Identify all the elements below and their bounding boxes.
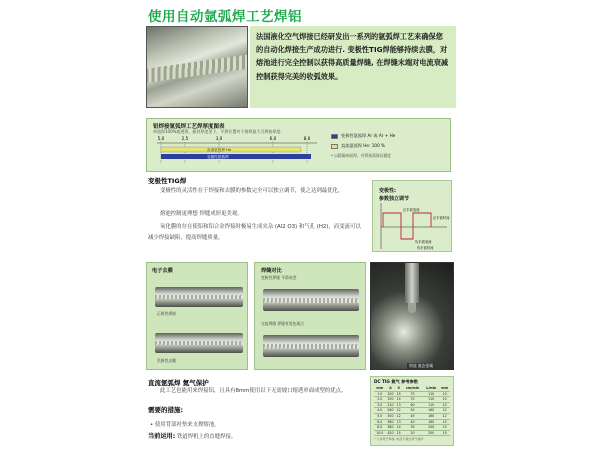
dc-paragraph: 此工艺也能用来焊接铝，且具有8mm使用以下无需坡口熔透单面成型的优点。 xyxy=(160,388,347,394)
bar-vp xyxy=(161,154,311,159)
chart-note: * 以精确单面焊，对焊接需保证精度 xyxy=(331,153,392,158)
dc-application: 当前运用: 铁道焊机上的直缝焊接。 xyxy=(148,433,237,440)
pipe-photo-1 xyxy=(155,287,243,307)
table-title: DC TIG 氦气 参考参数 xyxy=(374,379,418,384)
table-cell: 380 xyxy=(387,425,394,430)
photo1-caption-2: 负极性去膜 xyxy=(157,358,176,363)
table-cell: 10 xyxy=(439,397,450,403)
table-cell: 200 xyxy=(423,430,439,436)
table-cell: 15 xyxy=(396,430,401,435)
table-cell: 110 xyxy=(423,391,439,397)
parameter-table-box xyxy=(370,376,454,446)
intro-box xyxy=(250,26,456,108)
document-page xyxy=(144,0,456,450)
table-cell: 75 xyxy=(402,391,423,397)
table-cell: 4.0 xyxy=(374,408,386,414)
tick-label-0: 5,0 xyxy=(157,136,165,141)
table-cell: 12 xyxy=(439,408,450,414)
tick-label-3: 6,0 xyxy=(269,136,277,141)
waveform-diagram xyxy=(372,180,452,252)
table-cell: 20 xyxy=(402,430,423,436)
table-cell: mm xyxy=(374,386,386,391)
legend-item-vp: 变极性氩弧焊 Ar 或 Ar + He xyxy=(331,133,447,139)
table-cell: 13 xyxy=(396,419,401,424)
table-cell: 13 xyxy=(396,402,401,407)
table-cell: 15 xyxy=(439,425,450,431)
vp-paragraph-1: 变极性的灵活性在于焊接和去膜的参数完全可以独立调节，使之达到最优化。 xyxy=(160,188,344,194)
table-cell: 45 xyxy=(402,413,423,419)
table-cell: 15 xyxy=(396,391,401,396)
table-cell: 50 xyxy=(402,408,423,414)
table-cell: 15 xyxy=(439,419,450,425)
pipe-photo-3 xyxy=(263,289,359,311)
table-cell: 15 xyxy=(439,430,450,436)
vp-paragraph-2: 熔池控制更理想 焊缝成形更美观。 xyxy=(160,211,243,217)
table-cell: V xyxy=(395,386,402,391)
table-cell: 12 xyxy=(396,413,401,418)
photo1-label: 电子去膜 xyxy=(152,268,173,274)
photo2-label: 焊缝对比 xyxy=(261,268,282,274)
table-cell: 150 xyxy=(387,397,394,402)
table-cell: 160 xyxy=(423,413,439,419)
bar-label-1: 变极性氩弧焊 xyxy=(207,155,229,159)
photo-panel-weld-compare xyxy=(254,262,366,370)
table-cell: L/min xyxy=(423,386,439,391)
table-cell: 210 xyxy=(387,402,394,407)
intro-text: 法国液化空气焊接已经研发出一系列的氩弧焊工艺来确保您的自动化焊接生产成功进行. 变极性TIG焊能够持续去膜，对熔池进行完全控制以获得高质量焊缝, 在焊缝末端对电流衰减控制获得完美的收弧效果。 xyxy=(256,32,449,81)
table-cell: 60 xyxy=(402,402,423,408)
table-note: * 大多用于焊接, 电流不超过氦气保护 xyxy=(374,437,424,442)
table-cell: 30 xyxy=(402,425,423,431)
table-cell: 12 xyxy=(439,413,450,419)
table-cell: 2.0 xyxy=(374,397,386,403)
table-cell: A xyxy=(386,386,396,391)
chart-title: 铝焊接氩弧焊工艺焊厚度图表 xyxy=(153,124,225,130)
table-cell: 12 xyxy=(396,408,401,413)
photo2-caption-1: 变极性焊缝 平滑成型 xyxy=(261,275,297,280)
table-cell: 100 xyxy=(387,391,394,396)
table-cell: 3.0 xyxy=(374,402,386,408)
table-cell: 8.0 xyxy=(374,425,386,431)
table-cell: 420 xyxy=(387,430,394,435)
chart-legend xyxy=(331,133,447,159)
table-cell: 110 xyxy=(423,402,439,408)
pipe-photo-2 xyxy=(155,333,243,353)
table-cell: 300 xyxy=(387,413,394,418)
table-cell: 160 xyxy=(423,408,439,414)
photo2-caption-2: 交流焊缝 焊缝有黑色斑点 xyxy=(261,321,304,326)
table-cell: 70 xyxy=(402,397,423,403)
table-cell: 10 xyxy=(439,391,450,397)
table-cell: 1.0 xyxy=(374,391,386,397)
diagram-label-1: 负半波电流 xyxy=(415,240,432,244)
chart-subtitle: 单道焊100%熔透焊，板材厚度见下，平焊位置对于熔焊最大可焊接厚度: xyxy=(153,129,282,134)
vp-paragraph-3: 氧化膜的存在使铝和铝合金焊接时极易生成夹杂 (Al2 O3) 和气孔 (H2)，而变流可以减少焊接缺陷，提高焊缝质量。 xyxy=(148,224,361,241)
torch-weld-pool-photo xyxy=(370,262,454,370)
table-cell: 10 xyxy=(439,402,450,408)
diagram-label-3: 负半波时间 xyxy=(417,246,434,250)
table-cell: 360 xyxy=(387,419,394,424)
tick-label-2: 3,0 xyxy=(215,136,223,141)
parameter-table xyxy=(374,386,450,436)
table-cell: 5.0 xyxy=(374,413,386,419)
table-cell: cm/min xyxy=(402,386,423,391)
table-cell: 14 xyxy=(396,397,401,402)
table-cell: 200 xyxy=(423,425,439,431)
table-cell: 6.0 xyxy=(374,419,386,425)
vp-heading: 变极性TIG焊 xyxy=(148,177,187,185)
table-cell: 260 xyxy=(387,408,394,413)
page-title: 使用自动氩弧焊工艺焊铝 xyxy=(148,9,302,25)
thickness-chart xyxy=(146,118,451,172)
table-cell: 160 xyxy=(423,419,439,425)
tick-label-4: 8,0 xyxy=(303,136,311,141)
table-cell: 10.0 xyxy=(374,430,386,436)
dark-photo-caption: 熔池 液态金属 xyxy=(409,363,433,368)
table-cell: 110 xyxy=(423,397,439,403)
table-cell: mm xyxy=(439,386,450,391)
diagram-label-0: 正半波电流 xyxy=(403,208,420,212)
pipe-photo-4 xyxy=(263,335,359,357)
table-cell: 14 xyxy=(396,425,401,430)
tick-label-1: 2,5 xyxy=(181,136,189,141)
photo1-caption-1: 正极性焊接 xyxy=(157,311,176,316)
diagram-title: 变极性: 参数独立调节 xyxy=(379,188,410,202)
bar-label-0: 直流氩弧焊 He xyxy=(207,148,232,152)
dc-heading: 直流氩弧焊 氦气保护 xyxy=(148,379,209,387)
weld-seam-photo xyxy=(146,26,248,108)
photo-panel-oxide-removal xyxy=(146,262,248,370)
diagram-label-2: 正半波时间 xyxy=(433,216,450,220)
legend-item-dc: 直流氩弧焊 He: 100 % xyxy=(331,143,447,149)
dc-bullet: • 使用背部衬垫来支撑熔池。 xyxy=(150,422,220,428)
table-cell: 40 xyxy=(402,419,423,425)
waveform-svg xyxy=(373,181,453,253)
dc-sub-heading: 需要的措施: xyxy=(148,406,184,414)
table-row xyxy=(374,430,450,436)
